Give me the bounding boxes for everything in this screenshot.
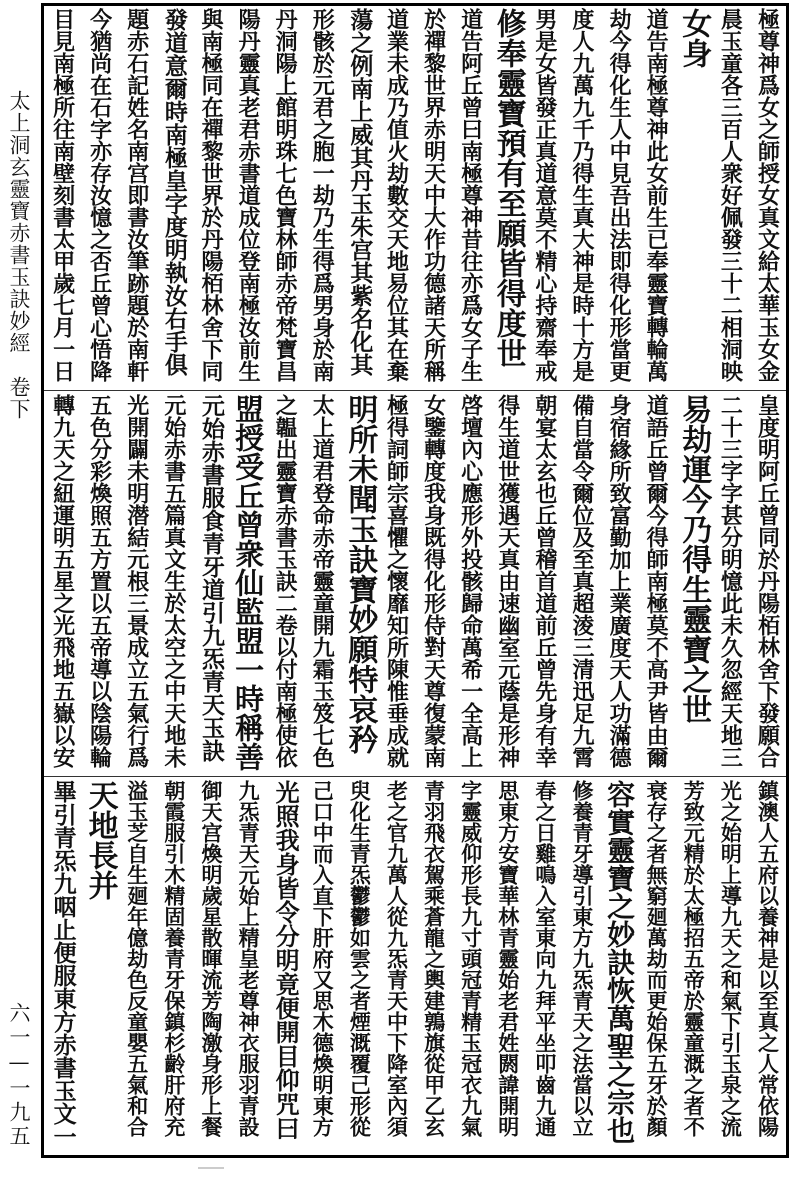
text-column: 發道意爾時南極皇字度明執汝右手俱	[160, 8, 188, 376]
page-frame	[41, 3, 789, 1158]
panel-middle	[44, 392, 786, 775]
text-column: 光照我身皆令分明竟便開目仰咒曰	[271, 780, 301, 1140]
text-column: 易劫運今乃得生靈寶之世	[676, 394, 712, 724]
text-column: 思東方安寶華林青靈始老君姓閼諱開明	[495, 780, 521, 1137]
text-column: 於禪黎世界赤明天中大作功德諸天所稱	[420, 8, 447, 382]
text-column: 芳致元精於太極招五帝於靈童溉之者不	[681, 780, 707, 1137]
page-number: 六一—一九五	[7, 1002, 31, 1149]
text-column: 明所未聞玉訣寶妙願特哀矜	[342, 394, 378, 754]
text-column: 光開闢未明潜結元根三景成立五氣行爲	[123, 394, 150, 768]
text-column: 字靈威仰形長九寸頭冠青精玉冠衣九氣	[458, 780, 484, 1137]
text-column: 男是女皆發正真道意莫不精心持齋奉戒	[531, 8, 558, 382]
text-column: 與南極同在禪黎世界於丹陽栢林舍下同	[197, 8, 224, 382]
text-column: 晨玉童各三百人衆好佩發三十二相洞映	[717, 8, 744, 382]
text-column: 極得詞師宗喜懼之懷靡知所陳惟垂成就	[383, 394, 410, 768]
text-column: 啓壇內心應形外投骸歸命萬希一全高上	[457, 394, 484, 768]
text-column: 轉九天之紐運明五星之光飛地五嶽以安	[49, 394, 76, 768]
text-column: 女身	[676, 8, 712, 68]
text-column: 朝霞服引木精固養青牙保鎮杉齡肝府充	[161, 780, 187, 1137]
text-column: 光之始明上導九天之和氣下引玉泉之流	[718, 780, 744, 1137]
text-column: 道業未成乃值火劫數交天地易位其在棄	[383, 8, 410, 382]
panel-upper	[44, 6, 786, 389]
text-column: 陽丹靈真老君赤書道成位登南極汝前生	[235, 8, 262, 382]
text-column: 畢引青炁九咽止便服東方赤書玉文一	[49, 780, 77, 1148]
text-column: 題赤石記姓名南宫即書汝筆跡題於南軒	[123, 8, 150, 382]
text-column: 二十三字字甚分明憶此未久忽經天地三	[717, 394, 744, 768]
text-column: 度人九萬九千乃得生真大神是時十方是	[568, 8, 595, 382]
text-column: 盟授受丘曾衆仙監盟一時稱善	[231, 394, 266, 771]
margin-strip	[0, 0, 38, 1185]
text-column: 皇度明阿丘曾同於丹陽栢林舍下發願合	[754, 394, 781, 768]
text-column: 九炁青天元始上精皇老尊神衣服羽青設	[236, 780, 262, 1137]
printer-mark-icon	[198, 1164, 224, 1172]
text-column: 青羽飛衣駕乘蒼龍之輿建鶉旗從甲乙玄	[421, 780, 447, 1137]
text-column: 道告阿丘曾曰南極尊神昔往亦爲女子生	[457, 8, 484, 382]
text-column: 己口中而入直下肝府又思木德煥明東方	[310, 780, 336, 1137]
text-column: 備自當令爾位及至真超淩三清迅足九霄	[568, 394, 595, 768]
text-column: 丹洞陽上館明珠七色寶林師赤帝梵寶昌	[272, 8, 299, 382]
text-column: 臾化生青炁鬱鬱如雲之者煙溉覆己形從	[347, 780, 373, 1137]
text-column: 道告南極尊神此女前生已奉靈寶轉輪萬	[643, 8, 670, 382]
text-column: 五色分彩煥照五方置以五帝導以陰陽輪	[86, 394, 113, 768]
text-column: 之韞出靈寶赤書玉訣二卷以付南極使依	[272, 394, 299, 768]
text-column: 修養青牙導引東方九炁青天之法當以立	[569, 780, 595, 1137]
text-column: 道語丘曾爾今得師南極莫不高尹皆由爾	[643, 394, 670, 768]
text-column: 修奉靈寶預有至願皆得度世	[490, 8, 526, 368]
text-column: 身宿緣所致富勤加上業廣度天人功滿德	[606, 394, 633, 768]
text-column: 容實靈寶之妙訣恢萬聖之宗也	[603, 780, 637, 1144]
text-column: 朝宴太玄也丘曾稽首道前丘曾先身有幸	[531, 394, 558, 768]
panel-divider	[44, 390, 786, 391]
text-column: 老之官九萬人從九炁青天中下降室內須	[384, 780, 410, 1137]
text-column: 元始赤書五篇真文生於太空之中天地未	[160, 394, 187, 768]
panel-divider	[44, 776, 786, 777]
text-column: 蕩之例南上威其丹玉朱宫其紫名化其	[346, 8, 374, 376]
text-column: 春之日雞鳴入室東向九拜平坐叩齒九通	[532, 780, 558, 1137]
text-column: 御天宫煥明歲星散暉流芳陶激身形上餐	[198, 780, 224, 1137]
text-column: 鎮澳人五府以養神是以至真之人常依陽	[755, 780, 781, 1137]
text-column: 衰存之者無窮廻萬劫而更始保五牙於顏	[644, 780, 670, 1137]
text-column: 太上道君登命赤帝靈童開九霜玉笈七色	[309, 394, 336, 768]
text-column: 得生道世獲遇天真由速幽室元蔭是形神	[494, 394, 521, 768]
text-column: 元始赤書服食青牙道引九炁青天玉訣	[197, 394, 225, 762]
margin-title: 太上洞玄靈寶赤書玉訣妙經 卷下	[7, 90, 31, 420]
text-column: 女鑒轉度我身既得化形侍對天尊復蒙南	[420, 394, 447, 768]
panel-lower	[44, 778, 786, 1155]
text-column: 天地長并	[82, 780, 118, 900]
text-column: 極尊神爲女之師授女真文給太華玉女金	[754, 8, 781, 382]
text-column: 溢玉芝自生廻年億劫色反童嬰五氣和合	[124, 780, 150, 1137]
text-column: 今猶尚在石字亦存汝憶之否丘曾心悟降	[86, 8, 113, 382]
text-column: 劫今得化生人中見吾出法即得化形當更	[606, 8, 633, 382]
text-column: 目見南極所往南壁刻書太甲歲七月一日	[49, 8, 76, 382]
text-column: 形骸於元君之胞一劫乃生得爲男身於南	[309, 8, 336, 382]
